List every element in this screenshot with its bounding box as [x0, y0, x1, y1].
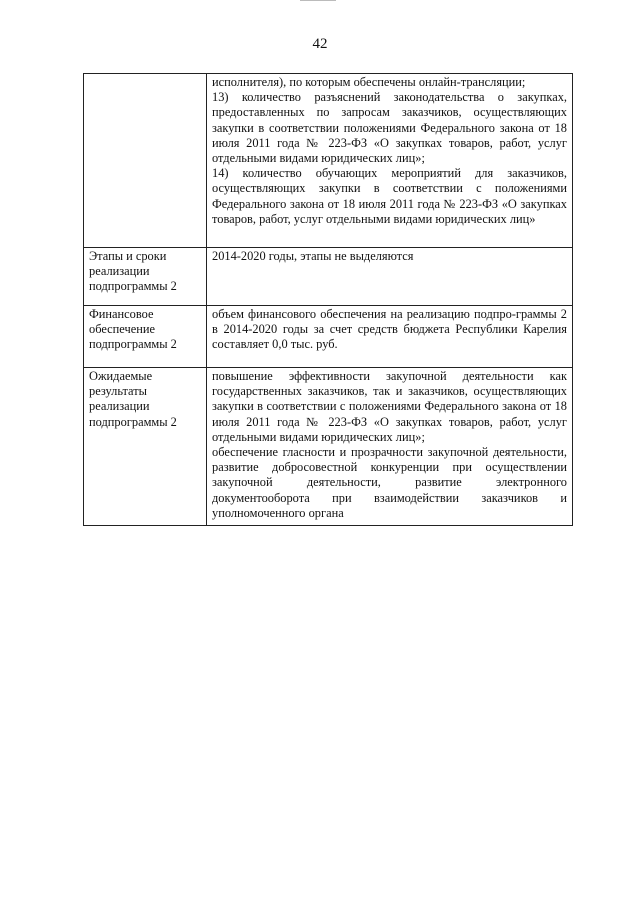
label-line: Ожидаемые	[89, 369, 153, 383]
indicator-paragraph-continued: исполнителя), по которым обеспечены онлайн-трансляции;	[212, 75, 526, 89]
indicator-paragraph-14: 14) количество обучающих мероприятий для заказчиков, осуществляющих закупки в соответствии с положениями Федерального закона от 18 июля 2011 года № 223-ФЗ «О закупках товаров, работ, услуг отдельными видами юридических лиц»	[212, 166, 567, 226]
label-line: подпрограммы 2	[89, 414, 177, 429]
content-cell-financing	[207, 306, 573, 368]
label-line: результаты	[89, 384, 147, 399]
label-line: реализации	[89, 264, 150, 279]
financing-text: объем финансового обеспечения на реализацию подпро-граммы 2 в 2014-2020 годы за счет средств бюджета Республики Карелия составляет 0,0 тыс. руб.	[212, 307, 567, 352]
page-number: 42	[312, 36, 328, 52]
subprogram-passport-table	[83, 73, 573, 526]
table-row-stages	[84, 248, 573, 306]
label-cell-empty	[84, 74, 207, 248]
stages-text: 2014-2020 годы, этапы не выделяются	[212, 249, 414, 263]
scan-edge-mark	[300, 0, 336, 1]
label-cell-stages	[84, 248, 207, 306]
label-cell-financing	[84, 306, 207, 368]
expected-result-transparency: обеспечение гласности и прозрачности закупочной деятельности, развитие добросовестной конкуренции при осуществлении закупочной деятельности, развитие электронного документооборота при взаимодействии заказчиков и уполномоченного органа	[212, 445, 567, 520]
label-line: реализации	[89, 399, 150, 414]
label-line: подпрограммы 2	[89, 337, 177, 352]
table-row-indicators-continued	[84, 74, 573, 248]
content-cell-indicators	[207, 74, 573, 248]
indicator-paragraph-13: 13) количество разъяснений законодательства о закупках, предоставленных по запросам заказчиков, осуществляющих закупки в соответствии положениями Федерального закона от 18 июля 2011 года № 223-ФЗ «О закупках товаров, работ, услуг отдельными видами юридических лиц»;	[212, 90, 567, 166]
table-row-financing	[84, 306, 573, 368]
label-cell-expected-results	[84, 368, 207, 526]
expected-result-efficiency: повышение эффективности закупочной деятельности как государственных заказчиков, так и заказчиков, осуществляющих закупки в соответствии с положениями Федерального закона от 18 июля 2011 года № 223-ФЗ «О закупках товаров, работ, услуг отдельными видами юридических лиц»;	[212, 369, 567, 444]
table-row-expected-results	[84, 368, 573, 526]
label-line: обеспечение	[89, 322, 155, 337]
content-cell-expected-results	[207, 368, 573, 526]
label-line: Финансовое	[89, 307, 154, 321]
label-line: подпрограммы 2	[89, 279, 177, 294]
label-line: Этапы и сроки	[89, 249, 167, 263]
content-cell-stages	[207, 248, 573, 306]
